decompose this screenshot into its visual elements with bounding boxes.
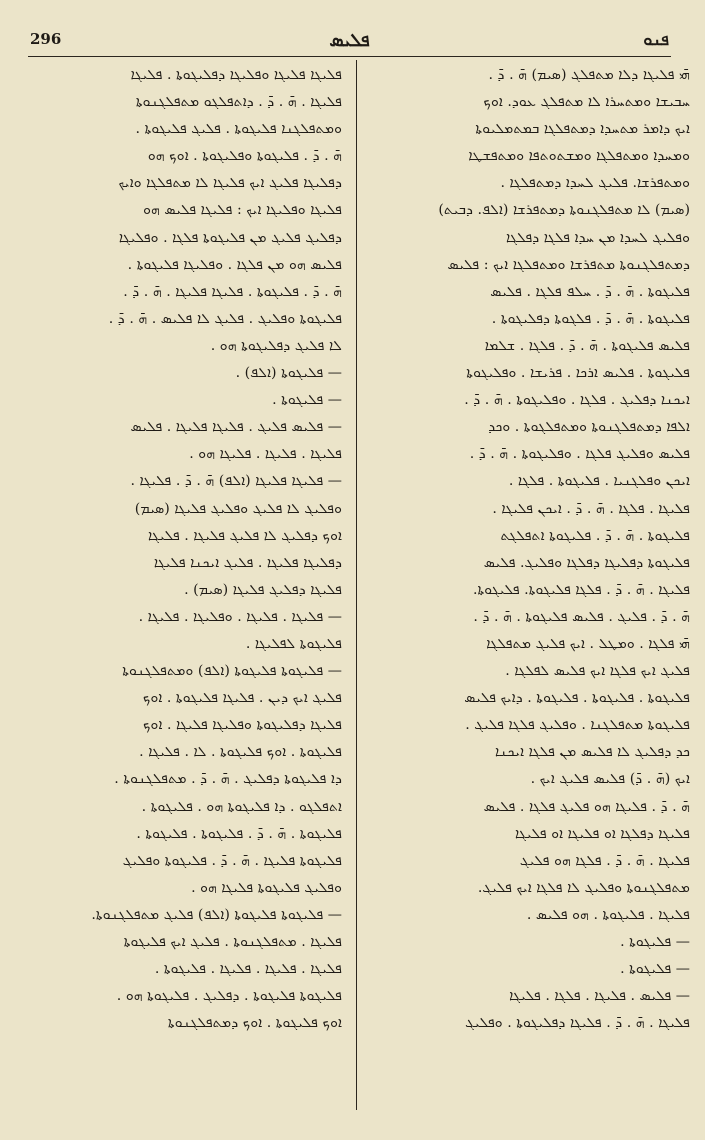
text-line: ܕܡܬܦܠܓܢܘܬܐ ܡܬܦܪܫܐ ܘܡܬܦܠܓܐ ܐܝܟ : ܦܠܝܣ	[447, 256, 690, 273]
text-line: ܦܠܝܓܘܬܐ ܦܠܝܓܘܬܐ . ܕܦܠܝܓ . ܦܠܝܓܘܬܐ ܗܘ .	[116, 988, 342, 1005]
page-header	[30, 30, 669, 54]
text-line: — ܦܠܝܣ . ܦܠܝܓܐ . ܦܠܓܐ . ܦܠܝܓܐ	[509, 988, 690, 1005]
text-line: ܗ̄ . ܕ̄ . ܦܠܝܓ . ܦܠܝܣ ܦܠܝܓܘܬܐ . ܗ̄ . ܕ̄ .	[473, 608, 690, 625]
text-line: — ܦܠܝܓܘܬܐ .	[620, 961, 690, 978]
text-line: ܠܐ ܦܠܝܓ ܕܦܠܝܓܘܬܐ ܗܘ .	[210, 337, 342, 354]
text-line: — ܦܠܝܓܘܬܐ .	[272, 392, 342, 409]
text-line: ܘܡܬܦܪܫܐ. ܦܠܝܓ ܠܚܕܐ ܕܡܬܦܠܓܐ .	[500, 175, 690, 192]
text-line: — ܦܠܝܓܐ ܦܠܝܓܐ (ܐܠܦ) ܗ̄ . ܕ̄ . ܦܠܝܓܐ .	[130, 473, 342, 490]
text-line: ܦܠܝܓܘܬܐ . ܦܠܝܣ ܐܪܟܐ . ܦܪܝܫܐ . ܘܦܠܝܓܘܬܐ	[466, 365, 690, 382]
text-line: ܘܡܚܕܐ ܘܡܬܦܠܓܐ ܘܡܫܬܘܬܦܐ ܘܡܬܦܫܛܐ	[468, 148, 690, 165]
right-column	[370, 62, 690, 1112]
text-line: ܦܠܝܓܘܬܐ . ܗ̄ . ܕ̄ . ܦܠܝܓܘܬܐ . ܦܠܝܓܘܬܐ .	[136, 825, 342, 842]
column-divider	[356, 60, 357, 1110]
text-line: — ܦܠܝܓܘܬܐ .	[620, 934, 690, 950]
text-line: ܦܠܝܓܐ . ܦܠܓܐ . ܗ̄ . ܕ̄ . ܐܝܟܢ ܦܠܝܓܐ .	[492, 500, 690, 517]
text-line: — ܦܠܝܣ ܦܠܝܓ . ܦܠܝܓܐ ܦܠܝܓܐ . ܦܠܝܣ	[130, 419, 342, 436]
text-line: ܐܬܦܠܓܘ . ܕܐ ܦܠܝܓܘܬܐ ܗܘ . ܦܠܝܓܘܬܐ .	[141, 798, 342, 815]
text-line: ܦܠܝܓܘܬܐ ܘܦܠܝܓ . ܦܠܝܓ ܠܐ ܦܠܝܣ . ܗ̄ . ܕ̄ .	[108, 310, 342, 327]
text-line: ܗ̄ . ܕ̄ . ܦܠܝܓܘܬܐ ܘܦܠܝܓܘܬܐ . ܐܘܟ ܗܘ	[147, 148, 342, 165]
text-line: ܗ̄ . ܕ̄ . ܦܠܝܓܐ ܗܘ ܦܠܝܓ ܦܠܓܐ . ܦܠܝܣ	[483, 798, 690, 815]
text-line: ܦܠܝܓܐ ܕܦܠܓܐ ܐܘ ܦܠܝܓܐ ܐܘ ܦܠܝܓܐ	[514, 825, 690, 842]
page-number: 296	[30, 30, 62, 48]
text-line: ܗ̄ . ܕ̄ . ܦܠܝܓܘܬܐ . ܦܠܝܓܐ ܦܠܝܓܐ . ܗ̄ . ܕ̄ .	[123, 283, 342, 300]
text-line: ܦܠܝܓܐ . ܦܠܝܓܐ . ܦܠܝܓܐ . ܦܠܝܓܘܬܐ .	[154, 961, 342, 978]
text-line: ܦܠܝܓܐ . ܦܠܝܓܘܬܐ . ܗܘ ܦܠܝܣ .	[526, 906, 690, 923]
text-line: ܕܐ ܦܠܝܓܘܬܐ ܕܦܠܝܓ . ܗ̄ . ܕ̄ . ܡܬܦܠܓܢܘܬܐ .	[114, 771, 342, 788]
text-line: ܦܠܝܓܘܬܐ ܡܬܦܠܓܢܐ . ܘܦܠܝܓ ܦܠܓܐ ܦܠܝܓ .	[465, 717, 690, 734]
text-line: — ܦܠܝܓܐ . ܦܠܝܓܐ . ܘܦܠܝܓܐ . ܦܠܝܓܐ .	[138, 608, 342, 625]
text-line: ܘܦܠܝܓ ܦܠܝܓܘܬܐ ܦܠܝܓܐ ܗܘ .	[191, 879, 342, 896]
text-line: ܦܠܝܓܘܬܐ . ܦܠܝܓܘܬܐ . ܦܠܝܓܘܬܐ . ܕܐܝܟ ܦܠܝܣ	[464, 690, 690, 707]
text-line: ܘܦܠܝܓ ܠܐ ܦܠܝܓ ܘܦܠܝܓ ܦܠܝܓܐ (ܣܝܡ)	[134, 500, 342, 517]
text-line: ܦܠܝܣ ܗܘ ܡܢ ܦܠܓܐ . ܘܦܠܝܓܐ ܦܠܝܓܘܬܐ .	[127, 256, 342, 273]
text-line: ܦܠܝܓܐ ܘܦܠܝܓܐ ܐܝܟ : ܦܠܝܓܐ ܦܠܝܣ ܗܘ	[143, 202, 342, 219]
text-line: ܦܠܝܓܘܬܐ . ܐܘܟ ܦܠܝܓܘܬܐ . ܠܐ . ܦܠܝܓܐ .	[139, 744, 342, 761]
catchword: ܦܢܘ	[643, 30, 669, 49]
text-line: ܦܠܝܓ ܐܝܟ ܕܝܢ . ܦܠܝܓܐ ܦܠܝܓܘܬܐ . ܐܘܟ	[142, 690, 342, 707]
text-line: ܦܠܝܓܐ ܕܦܠܝܓ ܦܠܝܓܐ (ܣܝܡ) .	[184, 581, 342, 598]
text-line: ܦܠܝܓܘܬܐ . ܗ̄ . ܕ̄ . ܚܠܦ ܦܠܓܐ . ܦܠܝܣ	[490, 283, 690, 300]
text-line: ܦܠܝܓܘܬܐ ܕܦܠܝܓܐ ܕܦܠܓܐ ܘܦܠܝܓ. ܦܠܝܣ	[483, 554, 690, 571]
text-line: ܐܝܟܢܐ ܕܦܠܝܓ . ܦܠܓܐ . ܘܦܠܝܓܘܬܐ . ܗ̄ . ܕ̄ .	[464, 392, 690, 409]
text-line: ܐܘܟ ܦܠܝܓܘܬܐ . ܐܘܟ ܕܡܬܦܠܓܢܘܬܐ	[167, 1015, 342, 1032]
text-line: ܦܠܝܓܐ . ܗ̄ . ܕ̄ . ܕܐܬܦܠܓܘ ܡܬܦܠܓܢܘܬܐ	[135, 94, 342, 111]
text-line: ܦܠܝܓܘܬܐ ܠܦܠܝܓܐ .	[245, 635, 342, 652]
text-line: ܦܠܝܓܘܬܐ . ܗ̄ . ܕ̄ . ܦܠܝܓܘܬܐ ܐܬܦܠܓܬ	[500, 527, 690, 544]
text-line: ܦܠܝܓܐ . ܦܠܝܓܐ . ܦܠܝܓܐ ܗܘ .	[189, 446, 342, 463]
text-line: ܦܠܝܓܐ . ܗ̄ . ܕ̄ . ܦܠܓܐ ܗܘ ܦܠܝܓ	[519, 852, 690, 869]
text-line: ܘܦܠܝܓ ܠܚܕܐ ܡܢ ܚܕܐ ܦܠܓܐ ܕܦܠܓܐ	[505, 229, 690, 246]
header-rule	[28, 56, 671, 57]
text-line: ܕܦܠܝܓܐ ܦܠܝܓܐ . ܦܠܝܓ ܐܝܟܢܐ ܦܠܝܓܐ	[153, 554, 342, 571]
text-line: (ܣܝܡ) ܠܐ ܡܬܦܠܓܢܘܬܐ ܕܡܬܦܪܫܐ (ܐܠܦ. ܕܒܝܬ)	[438, 202, 690, 219]
text-line: ܐܠܦܐ ܕܡܬܦܠܓܢܘܬܐ ܘܡܬܦܠܓܘܬܐ . ܘܟܕ	[488, 419, 690, 436]
text-line: ܦܠܝܣ ܘܦܠܝܓ ܦܠܓܐ . ܘܦܠܝܓܘܬܐ . ܗ̄ . ܕ̄ .	[469, 446, 690, 463]
text-line: — ܦܠܝܓܘܬܐ ܦܠܝܓܘܬܐ (ܐܠܦ) ܘܡܬܦܠܓܢܘܬܐ	[122, 663, 342, 680]
text-line: ܐܝܟܢ ܘܦܠܓܢܝܐ . ܦܠܝܓܘܬܐ . ܦܠܓܐ .	[508, 473, 690, 490]
text-line: ܕܦܠܝܓܐ ܦܠܝܓ ܐܝܟ ܦܠܝܓܐ ܠܐ ܡܬܦܠܓܐ ܘܐܝܟ	[118, 175, 342, 192]
text-line: — ܦܠܝܓܘܬܐ ܦܠܝܓܘܬܐ (ܐܠܦ) ܦܠܝܓ ܡܬܦܠܓܢܘܬܐ.	[91, 906, 342, 923]
text-line: ܟܕ ܕܦܠܝܓ ܠܐ ܦܠܝܣ ܡܢ ܦܠܓܐ ܐܝܟܢܐ	[495, 744, 690, 761]
text-line: ܐܝܟ ܕܐܡܪ ܡܬܚܕܐ ܕܡܬܦܠܓܐ ܒܡܬܡܠܝܘܬܐ	[475, 121, 690, 138]
left-column	[22, 62, 342, 1112]
text-line: ܕܦܠܝܓ ܦܠܝܓ ܡܢ ܦܠܝܓܘܬܐ ܦܠܓܐ . ܘܦܠܝܓܐ	[118, 229, 342, 246]
text-line: ܘܡܬܦܠܓܢܐ ܦܠܝܓܘܬܐ . ܦܠܝܓ ܦܠܝܓܘܬܐ .	[135, 121, 342, 138]
text-line: ܗ̄ܝ ܦܠܓܐ . ܘܡܛܠ . ܐܝܟ ܦܠܝܓ ܡܬܦܠܓܐ	[486, 635, 690, 652]
text-line: ܦܠܝܓܘܬܐ . ܗ̄ . ܕ̄ . ܦܠܓܘܬܐ ܕܦܠܝܓܘܬܐ .	[491, 310, 690, 327]
text-line: ܐܘܟ ܕܦܠܝܓ ܠܐ ܦܠܝܓ ܦܠܝܓܐ . ܦܠܝܓܐ	[148, 527, 342, 544]
text-line: ܐܝܟ (ܗ̄ . ܕ̄) ܦܠܝܣ ܦܠܝܓ ܐܝܟ .	[530, 771, 690, 788]
text-line: — ܦܠܝܓܘܬܐ (ܐܠܦ) .	[235, 365, 342, 382]
text-line: ܦܠܝܓܐ . ܗ̄ . ܕ̄ . ܦܠܓܐ ܦܠܝܓܘܬܐ. ܦܠܝܓܘܬܐ.	[472, 581, 690, 598]
text-line: ܦܠܝܓܐ ܦܠܝܓܐ ܘܦܠܝܓܐ ܕܦܠܝܓܘܬܐ . ܦܠܝܓܐ	[130, 67, 342, 83]
text-line: ܡܬܦܠܓܢܘܬܐ ܘܦܠܝܓ ܠܐ ܦܠܓܐ ܐܝܟ ܦܠܝܓ.	[477, 879, 690, 896]
text-line: ܦܠܝܓܘܬܐ ܦܠܝܓܐ . ܗ̄ . ܕ̄ . ܦܠܝܓܘܬܐ ܘܦܠܝܓ	[122, 852, 342, 869]
text-line: ܦܠܝܣ ܦܠܝܓܘܬܐ . ܗ̄ . ܕ̄ . ܦܠܓܐ . ܫܠܡܐ	[484, 337, 690, 354]
text-line: ܗ̄ܝ ܦܠܝܓܐ ܕܠܐ ܡܬܦܠܓ (ܣܝܡ) ܗ̄ . ܕ̄ .	[488, 67, 690, 83]
text-line: ܦܠܝܓܐ . ܗ̄ . ܕ̄ . ܦܠܝܓܐ ܕܦܠܝܓܘܬܐ . ܘܦܠܝܓ	[465, 1015, 690, 1032]
text-line: ܦܠܝܓܐ ܕܦܠܝܓܘܬܐ ܘܦܠܝܓܐ ܦܠܝܓܐ . ܐܘܟ	[142, 717, 342, 734]
text-line: ܦܠܝܓܐ . ܡܬܦܠܓܢܘܬܐ . ܦܠܝܓ ܐܝܟ ܦܠܝܓܘܬܐ	[123, 934, 342, 950]
text-line: ܦܠܝܓ ܐܝܟ ܦܠܓܐ ܐܝܟ ܦܠܝܣ ܠܦܠܓܐ .	[505, 663, 690, 680]
running-head: ܦܠܝܣ	[329, 30, 370, 51]
text-line: ܚܒܝܫܐ ܘܡܬܚܪܐ ܠܐ ܡܬܦܠܓ ܥܘܕ. ܐܘܟ	[483, 94, 690, 111]
